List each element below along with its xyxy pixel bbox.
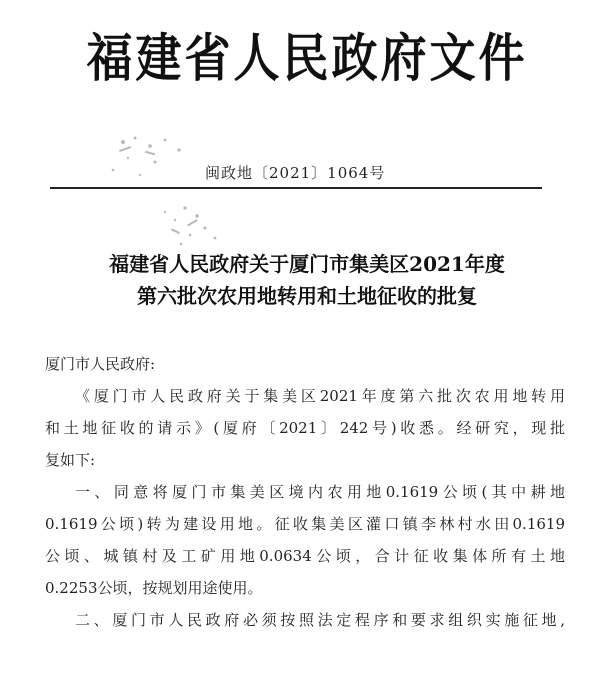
paragraph-3-line-1: 二、厦门市人民政府必须按照法定程序和要求组织实施征地, xyxy=(75,611,565,629)
document-number: 闽政地〔2021〕1064号 xyxy=(205,164,386,182)
document-body xyxy=(45,348,565,636)
paragraph-2-line-4: 0.2253公顷，按规划用途使用。 xyxy=(45,579,263,597)
title-line-1: 福建省人民政府关于厦门市集美区2021年度 xyxy=(109,252,505,276)
header-divider xyxy=(50,187,542,189)
document-masthead: 福建省人民政府文件 xyxy=(86,28,528,89)
paragraph-2-line-3: 公顷、城镇村及工矿用地0.0634公顷，合计征收集体所有土地 xyxy=(45,547,565,565)
paragraph-1-line-2: 和土地征收的请示》(厦府〔2021〕242号)收悉。经研究，现批 xyxy=(45,419,565,437)
paragraph-2-line-2: 0.1619公顷)转为建设用地。征收集美区灌口镇李林村水田0.1619 xyxy=(45,515,565,533)
paragraph-1-line-3: 复如下: xyxy=(45,451,96,469)
paragraph-1-line-1: 《厦门市人民政府关于集美区2021年度第六批次农用地转用 xyxy=(75,387,565,405)
document-title xyxy=(0,248,614,312)
title-line-2: 第六批次农用地转用和土地征收的批复 xyxy=(137,284,477,308)
addressee: 厦门市人民政府: xyxy=(45,355,156,373)
paragraph-2-line-1: 一、同意将厦门市集美区境内农用地0.1619公顷(其中耕地 xyxy=(75,483,565,501)
